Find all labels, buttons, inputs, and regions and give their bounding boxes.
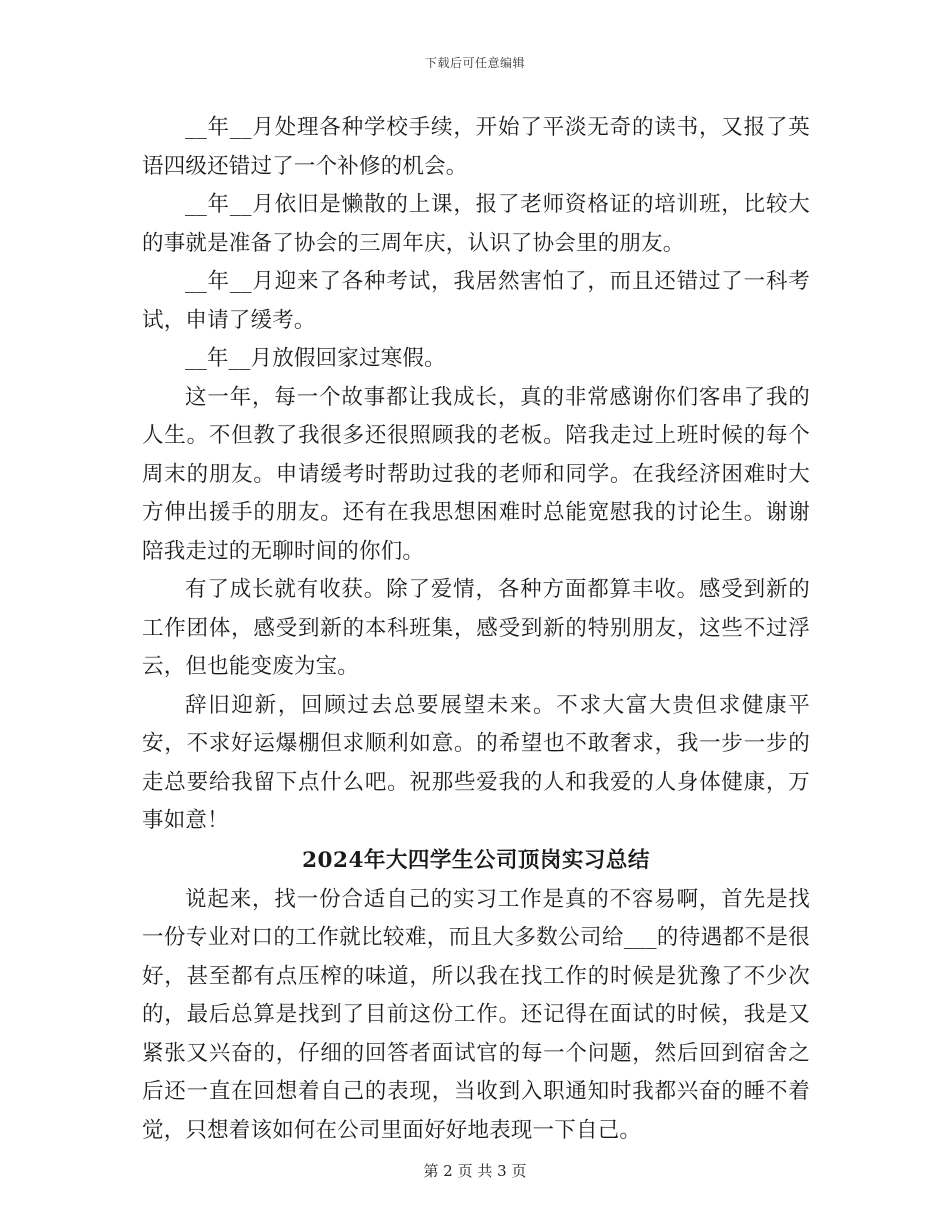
- page-header-note: 下载后可任意编辑: [424, 56, 525, 70]
- document-body: [142, 109, 810, 1150]
- paragraph: 说起来，找一份合适自己的实习工作是真的不容易啊，首先是找一份专业对口的工作就比较难，而且大多数公司给___的待遇都不是很好，甚至都有点压榨的味道，所以我在找工作的时候是犹豫了不少次的，最后总算是找到了目前这份工作。还记得在面试的时候，我是又紧张又兴奋的，仔细的回答者面试官的每一个问题，然后回到宿舍之后还一直在回想着自己的表现，当收到入职通知时我都兴奋的睡不着觉，只想着该如何在公司里面好好地表现一下自己。: [142, 886, 810, 1143]
- paragraph: __年__月依旧是懒散的上课，报了老师资格证的培训班，比较大的事就是准备了协会的三周年庆，认识了协会里的朋友。: [142, 192, 810, 256]
- paragraph: __年__月处理各种学校手续，开始了平淡无奇的读书，又报了英语四级还错过了一个补修的机会。: [142, 115, 810, 179]
- paragraph: __年__月迎来了各种考试，我居然害怕了，而且还错过了一科考试，申请了缓考。: [142, 269, 810, 333]
- paragraph: 有了成长就有收获。除了爱情，各种方面都算丰收。感受到新的工作团体，感受到新的本科班集，感受到新的特别朋友，这些不过浮云，但也能变废为宝。: [142, 577, 810, 679]
- page-number: 第 2 页 共 3 页: [423, 1162, 527, 1180]
- paragraph: __年__月放假回家过寒假。: [185, 346, 446, 371]
- paragraph: 这一年，每一个故事都让我成长，真的非常感谢你们客串了我的人生。不但教了我很多还很照顾我的老板。陪我走过上班时候的每个周末的朋友。申请缓考时帮助过我的老师和同学。在我经济困难时大方伸出援手的朋友。还有在我思想困难时总能宽慰我的讨论生。谢谢陪我走过的无聊时间的你们。: [142, 384, 810, 564]
- paragraph: 辞旧迎新，回顾过去总要展望未来。不求大富大贵但求健康平安，不求好运爆棚但求顺利如意。的希望也不敢奢求，我一步一步的走总要给我留下点什么吧。祝那些爱我的人和我爱的人身体健康，万事如意！: [142, 692, 810, 833]
- section-title: 2024年大四学生公司顶岗实习总结: [302, 847, 650, 873]
